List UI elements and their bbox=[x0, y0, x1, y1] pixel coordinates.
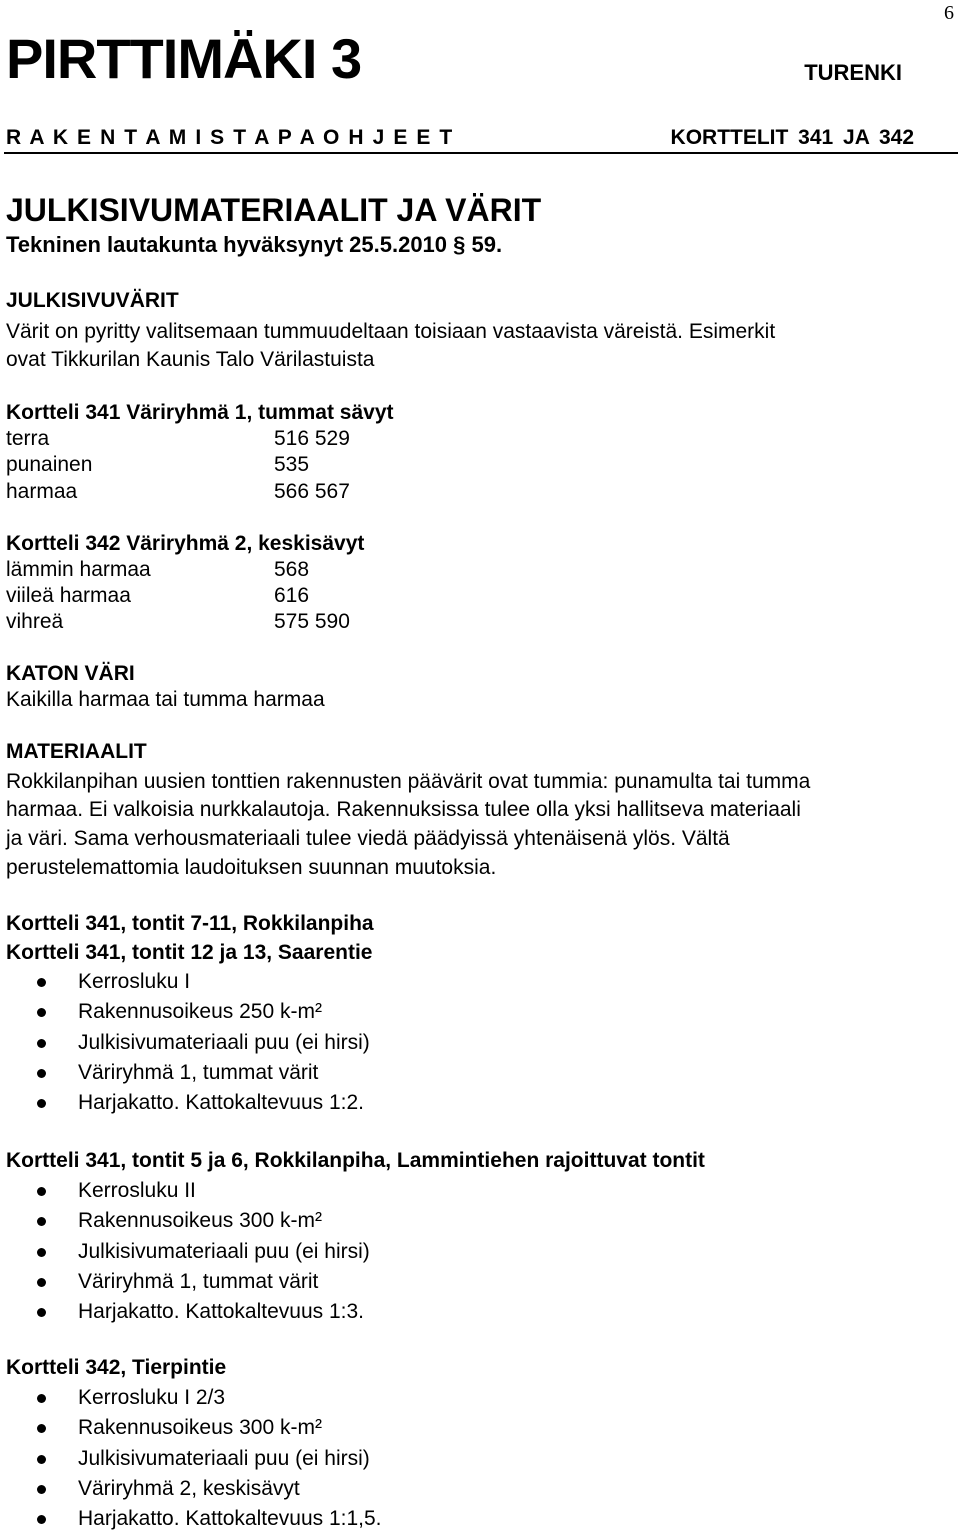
document-subtitle: R A K E N T A M I S T A P A O H J E E T bbox=[6, 126, 453, 149]
header-divider bbox=[4, 152, 958, 154]
bullet-icon bbox=[37, 1099, 46, 1108]
color-code: 566 567 bbox=[274, 480, 350, 503]
section-heading: Kortteli 341, tontit 5 ja 6, Rokkilanpiha, Lammintiehen rajoittuvat tontit bbox=[6, 1149, 705, 1172]
section-heading: Kortteli 341, tontit 12 ja 13, Saarentie bbox=[6, 941, 373, 964]
materials-line: perustelemattomia laudoituksen suunnan muutoksia. bbox=[6, 856, 497, 879]
bullet-icon bbox=[37, 1069, 46, 1078]
color-name: viileä harmaa bbox=[6, 584, 131, 607]
color-name: punainen bbox=[6, 453, 93, 476]
bullet-icon bbox=[37, 1278, 46, 1287]
facade-colors-heading: JULKISIVUVÄRIT bbox=[6, 289, 179, 312]
bullet-icon bbox=[37, 1455, 46, 1464]
location-label: TURENKI bbox=[804, 60, 902, 85]
color-group-heading: Kortteli 341 Väriryhmä 1, tummat sävyt bbox=[6, 401, 394, 424]
bullet-icon bbox=[37, 1515, 46, 1524]
color-name: vihreä bbox=[6, 610, 64, 633]
roof-color-heading: KATON VÄRI bbox=[6, 662, 135, 685]
color-group-heading: Kortteli 342 Väriryhmä 2, keskisävyt bbox=[6, 532, 365, 555]
color-code: 616 bbox=[274, 584, 310, 607]
blocks-label: KORTTELIT 341 JA 342 bbox=[670, 126, 914, 149]
bullet-icon bbox=[37, 978, 46, 987]
materials-line: harmaa. Ei valkoisia nurkkalautoja. Rakennuksissa tulee olla yksi hallitseva materiaali bbox=[6, 798, 801, 821]
materials-heading: MATERIAALIT bbox=[6, 740, 147, 763]
bullet-icon bbox=[37, 1187, 46, 1196]
color-name: terra bbox=[6, 427, 50, 450]
bullet-icon bbox=[37, 1039, 46, 1048]
facade-colors-intro-line: Värit on pyritty valitsemaan tummuudeltaan toisiaan vastaavista väreistä. Esimerkit bbox=[6, 320, 776, 343]
color-code: 568 bbox=[274, 558, 310, 581]
section-heading: Kortteli 342, Tierpintie bbox=[6, 1356, 227, 1379]
bullet-icon bbox=[37, 1217, 46, 1226]
approval-note: Tekninen lautakunta hyväksynyt 25.5.2010 § 59. bbox=[6, 232, 503, 257]
color-code: 535 bbox=[274, 453, 310, 476]
color-code: 575 590 bbox=[274, 610, 350, 633]
bullet-icon bbox=[37, 1424, 46, 1433]
bullet-icon bbox=[37, 1308, 46, 1317]
bullet-icon bbox=[37, 1248, 46, 1257]
document-title: JULKISIVUMATERIAALIT JA VÄRIT bbox=[6, 192, 542, 228]
bullet-icon bbox=[37, 1008, 46, 1017]
bullet-icon bbox=[37, 1394, 46, 1403]
section-heading: Kortteli 341, tontit 7-11, Rokkilanpiha bbox=[6, 912, 374, 935]
materials-line: Rokkilanpihan uusien tonttien rakennusten päävärit ovat tummia: punamulta tai tumma bbox=[6, 770, 811, 793]
color-code: 516 529 bbox=[274, 427, 350, 450]
color-name: harmaa bbox=[6, 480, 78, 503]
page-number: 6 bbox=[944, 2, 954, 24]
bullet-icon bbox=[37, 1485, 46, 1494]
materials-line: ja väri. Sama verhousmateriaali tulee viedä päädyissä yhtenäisenä ylös. Vältä bbox=[6, 827, 730, 850]
color-name: lämmin harmaa bbox=[6, 558, 151, 581]
roof-color-text: Kaikilla harmaa tai tumma harmaa bbox=[6, 688, 325, 711]
page-title: PIRTTIMÄKI 3 bbox=[6, 27, 362, 90]
facade-colors-intro-line: ovat Tikkurilan Kaunis Talo Värilastuista bbox=[6, 348, 375, 371]
